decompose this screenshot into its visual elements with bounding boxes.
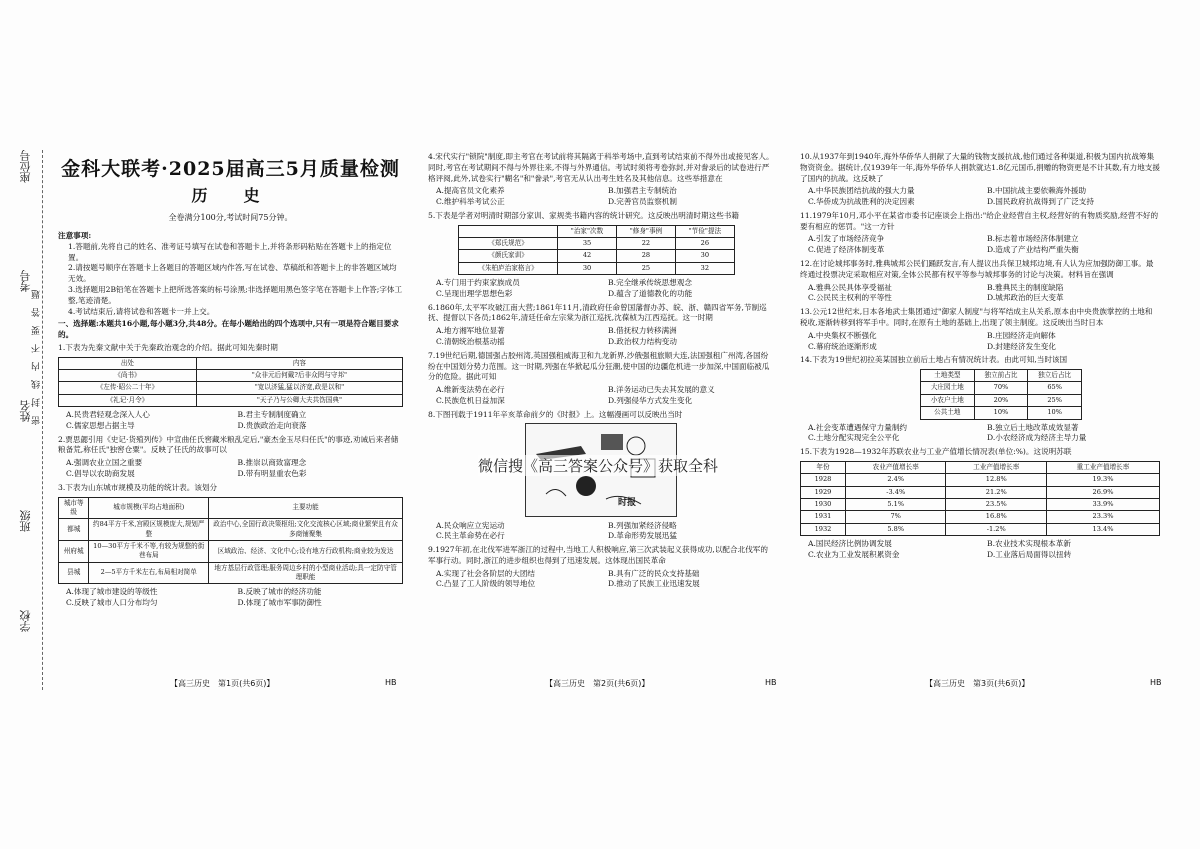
option: A.强调农业立国之重要 — [66, 458, 143, 468]
option: C.民族危机日益加深 — [436, 395, 505, 405]
option: B.反映了城市的经济功能 — [237, 587, 322, 597]
option: B.雅典民主的制度缺陷 — [987, 282, 1064, 292]
table-cell: 25 — [616, 262, 675, 274]
table-row — [459, 250, 735, 262]
option: D.城邦政治的巨大变革 — [987, 293, 1064, 303]
table-cell: 《尚书》 — [59, 370, 197, 382]
table-cell: 《郑氏规范》 — [459, 238, 558, 250]
page-3 — [800, 150, 1160, 564]
table-header: 城市等级 — [59, 497, 89, 519]
q3-options — [66, 587, 403, 609]
question-14: 14.下表为19世纪初拉美某国独立前后土地占有情况统计表。由此可知,当时该国 — [800, 355, 1068, 365]
option: A.国民经济比例协调发展 — [808, 539, 892, 548]
option: C.促进了经济体制变革 — [808, 245, 885, 255]
option: C.清朝统治根基动摇 — [436, 337, 505, 347]
option: A.雅典公民具体享受福祉 — [808, 282, 892, 292]
table-row — [59, 562, 403, 584]
table-cell: 公共土地 — [921, 407, 975, 419]
table-header: "治家"次数 — [558, 225, 617, 237]
option: D.带有明显重农色彩 — [237, 468, 307, 478]
q6-options — [436, 326, 774, 348]
option: C.呈现出理学思想色彩 — [436, 288, 513, 298]
q1-options — [66, 410, 403, 432]
table-cell: 7% — [845, 511, 946, 523]
table-cell: 28 — [616, 250, 675, 262]
table-header: 农业产值增长率 — [845, 461, 946, 473]
option: B.借抚权力转移满洲 — [608, 326, 677, 336]
q15-table — [800, 461, 1160, 536]
question-15: 15.下表为1928—1932年苏联农业与工业产值增长情况表(单位:%)。这说明苏联 — [800, 447, 1072, 457]
table-header: 独立后占比 — [1028, 370, 1082, 382]
question-7: 7.19世纪后期,德国强占胶州湾,英国强租威海卫和九龙新界,沙俄强租旅顺大连,法国强租广州湾,各国纷纷在中国划分势力范围。这一时期,列强在华掀起瓜分狂潮,使中国的边疆危机进一步加深,中国面临被瓜分的危险。据此可知 — [428, 350, 770, 382]
q4-options — [436, 186, 774, 208]
name-label: 姓名 — [19, 400, 32, 422]
table-header: 工业产值增长率 — [946, 461, 1047, 473]
q13-options — [808, 331, 1160, 353]
option: A.地方湘军地位显著 — [436, 326, 505, 336]
option: A.维新变法势在必行 — [436, 385, 505, 395]
cartoon-caption: 时报 — [617, 497, 636, 508]
exam-title: 金科大联考·2025届高三5月质量检测 — [61, 158, 400, 180]
table-cell: 都城 — [59, 519, 89, 541]
table-cell: 13.4% — [1047, 523, 1160, 535]
option: B.君主专制制度确立 — [237, 410, 307, 420]
table-cell: 州府城 — [59, 540, 89, 562]
table-cell: "天子乃与公卿大夫共饬国典" — [196, 394, 402, 406]
note-item: 1.答题前,先将自己的姓名、准考证号填写在试卷和答题卡上,并将条形码粘贴在答题卡上的指定位置。 — [68, 241, 392, 262]
page-2-code: HB — [765, 678, 777, 687]
table-cell: 32 — [675, 262, 734, 274]
question-1: 1.下表为先秦文献中关于先秦政治观念的介绍。据此可知先秦时期 — [58, 342, 278, 352]
exam-number-label: 考号 — [19, 270, 32, 292]
table-header: 土地类型 — [921, 370, 975, 382]
option: C.儒家思想占据主导 — [66, 420, 135, 430]
question-6: 6.1860年,太平军攻破江南大营;1861年11月,清政府任命曾国藩督办苏、皖、浙、赣四省军务,节制巡抚、提督以下各员;1862年,清廷任命左宗棠为浙江巡抚,沈葆桢为江西巡抚。这一时期 — [428, 302, 767, 323]
subject-title: 历 史 — [191, 185, 270, 205]
option: C.凸显了工人阶级的领导地位 — [436, 579, 536, 589]
table-cell: 约84平方千米,宫殿区规模庞大,规划严整 — [89, 519, 209, 541]
table-cell: 地方基层行政管理;服务周边乡村的小型商业活动;具一定防守管理职能 — [209, 562, 403, 584]
score-info: 全卷满分100分,考试时间75分钟。 — [168, 212, 293, 222]
option: C.公民民主权利的平等性 — [808, 293, 892, 303]
option: B.庄园经济走向解体 — [987, 330, 1056, 340]
table-row — [801, 498, 1160, 510]
note-item: 4.考试结束后,请将试卷和答题卡一并上交。 — [68, 306, 215, 316]
table-row — [459, 262, 735, 274]
option: A.提高官员文化素养 — [436, 186, 505, 196]
table-cell: 小农户土地 — [921, 394, 975, 406]
section-heading: 一、选择题:本题共16小题,每小题3分,共48分。在每小题给出的四个选项中,只有一项是符合题目要求的。 — [58, 319, 399, 340]
option: A.中央集权不断强化 — [808, 330, 877, 340]
table-row — [59, 382, 403, 394]
seat-number-label: 座位号 — [19, 150, 32, 183]
option: D.造成了产业结构严重失衡 — [987, 245, 1079, 255]
table-cell: 22 — [616, 238, 675, 250]
table-cell: 区域政治、经济、文化中心;设有地方行政机构;商业较为发达 — [209, 540, 403, 562]
page-2-footer: 【高三历史 第2页(共6页)】 — [545, 679, 650, 688]
option: D.政治权力结构变动 — [608, 337, 677, 347]
table-cell: 1932 — [801, 523, 846, 535]
q5-table — [458, 225, 735, 275]
table-cell: 20% — [974, 394, 1028, 406]
page-2 — [428, 150, 774, 593]
option: D.革命形势发展迅猛 — [608, 531, 677, 541]
table-row — [801, 511, 1160, 523]
option: C.华侨成为抗战胜利的决定因素 — [808, 197, 915, 207]
table-cell: 5.8% — [845, 523, 946, 535]
table-cell: 1931 — [801, 511, 846, 523]
option: D.封建经济发生变化 — [987, 341, 1056, 351]
q10-options — [808, 186, 1160, 208]
q1-table — [58, 357, 403, 407]
note-item: 2.请按题号顺序在答题卡上各题目的答题区域内作答,写在试卷、草稿纸和答题卡上的非答题区域均无效。 — [68, 263, 397, 284]
seal-line-text: 密 封 线 内 不 要 答 题 — [32, 290, 42, 425]
q9-options — [436, 569, 774, 591]
table-cell: 政治中心,全国行政决策枢纽;文化交流核心区域;商业繁荣且有众多商铺聚集 — [209, 519, 403, 541]
page-3-code: HB — [1150, 678, 1162, 687]
table-header — [459, 225, 558, 237]
table-cell: 26 — [675, 238, 734, 250]
option: B.列强加紧经济侵略 — [608, 520, 677, 530]
school-label: 学校 — [19, 610, 32, 632]
option: D.国民政府抗战得到了广泛支持 — [987, 197, 1094, 207]
q8-options — [436, 521, 774, 543]
option: A.中华民族团结抗战的强大力量 — [808, 186, 915, 196]
table-row — [801, 474, 1160, 486]
page-1-code: HB — [385, 678, 397, 687]
q12-options — [808, 283, 1160, 305]
table-row — [59, 519, 403, 541]
page-3-footer: 【高三历史 第3页(共6页)】 — [925, 679, 1030, 688]
option: B.完全继承传统思想观念 — [608, 278, 692, 288]
option: B.具有广泛的民众支持基础 — [608, 568, 700, 578]
table-row — [801, 486, 1160, 498]
question-4: 4.宋代实行"锁院"制度,即主考官在考试前将其隔离于科举考场中,直到考试结束前不得外出或接见客人。同时,考官在考试期间不得与外界往来,不得与外界通信。考试时须将考卷弥封,并对誊录后的试卷进行严格评阅,此外,试卷实行"糊名"和"誊录",考官无从认出考生姓名及其他信息。这些举措意在 — [428, 152, 774, 183]
table-cell: 12.8% — [946, 474, 1047, 486]
question-8: 8.下图刊载于1911年辛亥革命前夕的《时报》上。这幅漫画可以反映出当时 — [428, 409, 683, 419]
q14-table — [920, 369, 1082, 419]
table-cell: 70% — [974, 382, 1028, 394]
table-row — [921, 394, 1082, 406]
option: D.完善官员监察机制 — [608, 197, 677, 207]
option: A.民贵君轻观念深入人心 — [66, 410, 150, 420]
table-cell: 42 — [558, 250, 617, 262]
table-header: 独立前占比 — [974, 370, 1028, 382]
table-cell: 16.8% — [946, 511, 1047, 523]
table-cell: 1929 — [801, 486, 846, 498]
table-cell: 25% — [1028, 394, 1082, 406]
option: D.贵族政治走向衰落 — [237, 420, 307, 430]
question-2: 2.贾思勰引用《史记·货殖列传》中宣曲任氏窖藏米粮乱定后,"豪杰金玉尽归任氏"的事迹,劝诫后来者储粮备荒,称任氏"独窖仓粟"。反映了任氏的故事可以 — [58, 434, 399, 455]
option: D.列强侵华方式发生变化 — [608, 395, 693, 405]
table-cell: 10—30平方千米不等,有较为规整的街巷布局 — [89, 540, 209, 562]
table-cell: 30 — [558, 262, 617, 274]
question-5: 5.下表是学者对明清时期部分家训、家规类书籍内容的统计研究。这反映出明清时期这些书籍 — [428, 210, 739, 220]
option: C.反映了城市人口分布均匀 — [66, 598, 158, 608]
option: A.民众响应立宪运动 — [436, 520, 505, 530]
table-cell: 19.3% — [1047, 474, 1160, 486]
option: B.洋务运动已失去其发展的意义 — [608, 385, 715, 395]
option: A.引发了市场经济竞争 — [808, 234, 885, 244]
table-header: 城市规模(平均占地面积) — [89, 497, 209, 519]
q7-options — [436, 385, 774, 407]
table-header: 年份 — [801, 461, 846, 473]
option: D.小农经济成为经济主导力量 — [987, 433, 1087, 443]
binding-margin — [8, 150, 43, 690]
table-row — [459, 238, 735, 250]
table-row — [801, 523, 1160, 535]
table-header: "修身"事例 — [616, 225, 675, 237]
table-row — [59, 540, 403, 562]
table-cell: 《颜氏家训》 — [459, 250, 558, 262]
question-11: 11.1979年10月,邓小平在某省市委书记座谈会上指出:"给企业经营自主权,经营好的有物质奖励,经营不好的要有相应的惩罚。"这一方针 — [800, 210, 1159, 231]
table-cell: 26.9% — [1047, 486, 1160, 498]
option: B.中国抗战主要依赖海外援助 — [987, 186, 1087, 196]
table-header: 内容 — [196, 357, 402, 369]
option: D.工业落后局面得以扭转 — [987, 549, 1072, 559]
question-9: 9.1927年初,在北伐军进军浙江的过程中,当地工人积极响应,第三次武装起义获得成功,以配合北伐军的军事行动。同时,浙江的进步组织也得到了迅速发展。这体现出国民革命 — [428, 545, 768, 565]
q3-table — [58, 497, 403, 585]
table-cell: 《左传·昭公二十年》 — [59, 382, 197, 394]
q2-options — [66, 458, 403, 480]
option: B.推崇以商致富理念 — [237, 458, 307, 468]
page-1 — [58, 150, 403, 612]
option: D.蕴含了道德教化的功能 — [608, 288, 693, 298]
q14-options — [808, 423, 1160, 445]
table-cell: 21.2% — [946, 486, 1047, 498]
table-cell: "宽以济猛,猛以济宽,政是以和" — [196, 382, 402, 394]
option: C.维护科举考试公正 — [436, 197, 505, 207]
q5-options — [436, 278, 774, 300]
option: B.加强君主专制统治 — [608, 186, 677, 196]
option: A.社会变革遭遇保守力量制约 — [808, 422, 908, 432]
option: A.实现了社会各阶层的大团结 — [436, 568, 536, 578]
option: B.独立后土地改革成效显著 — [987, 422, 1079, 432]
table-cell: "众非元后何戴?后非众罔与守邦" — [196, 370, 402, 382]
table-header: "节俭"提法 — [675, 225, 734, 237]
table-cell: 《礼记·月令》 — [59, 394, 197, 406]
table-cell: 33.9% — [1047, 498, 1160, 510]
option: A.体现了城市建设的等级性 — [66, 587, 158, 597]
q15-options — [808, 539, 1160, 561]
table-cell: 2.4% — [845, 474, 946, 486]
table-cell: -3.4% — [845, 486, 946, 498]
table-header: 重工业产值增长率 — [1047, 461, 1160, 473]
question-12: 12.在讨论城邦事务时,雅典城邦公民们踊跃发言,有人提议出兵保卫城邦边境,有人认为应加强防御工事。最终通过投票决定采取相应对策,全体公民都有权平等参与城邦事务的讨论与决策。材料旨在强调 — [800, 259, 1154, 279]
table-cell: 县城 — [59, 562, 89, 584]
q11-options — [808, 234, 1160, 256]
table-cell: 1930 — [801, 498, 846, 510]
table-row — [921, 407, 1082, 419]
table-header: 主要功能 — [209, 497, 403, 519]
class-label: 班级 — [19, 510, 32, 532]
watermark-text: 微信搜《高三答案公众号》获取全科 — [478, 457, 719, 475]
option: C.农业为工业发展积累资金 — [808, 549, 900, 559]
table-cell: 1928 — [801, 474, 846, 486]
table-cell: 30 — [675, 250, 734, 262]
table-cell: 23.3% — [1047, 511, 1160, 523]
table-cell: 35 — [558, 238, 617, 250]
option: C.民主革命势在必行 — [436, 531, 505, 541]
option: C.幕府统治逐渐形成 — [808, 341, 877, 351]
table-cell: 《朱柏庐治家格言》 — [459, 262, 558, 274]
notes-heading: 注意事项: — [58, 231, 92, 241]
table-cell: 23.5% — [946, 498, 1047, 510]
option: C.倡导以农助商发展 — [66, 468, 135, 478]
table-header: 出处 — [59, 357, 197, 369]
question-13: 13.公元12世纪末,日本各地武士集团通过"御家人制度"与将军结成主从关系,原本由中央贵族掌控的土地和税收,逐渐转移到将军手中。同时,在原有土地的基础上,出现了领主制度。这反映出当时日本 — [800, 307, 1153, 327]
table-cell: 5.1% — [845, 498, 946, 510]
option: C.土地分配实现完全公平化 — [808, 433, 900, 443]
option: B.标志着市场经济体制建立 — [987, 234, 1079, 244]
table-cell: 2—5平方千米左右,布局相对简单 — [89, 562, 209, 584]
table-cell: 10% — [1028, 407, 1082, 419]
table-cell: 65% — [1028, 382, 1082, 394]
question-3: 3.下表为山东城市规模及功能的统计表。该划分 — [58, 482, 218, 492]
table-row — [921, 382, 1082, 394]
option: D.体现了城市军事防御性 — [237, 598, 322, 608]
table-cell: -1.2% — [946, 523, 1047, 535]
option: D.推动了民族工业迅速发展 — [608, 579, 700, 589]
question-10: 10.从1937年到1940年,海外华侨华人捐献了大量的钱物支援抗战,他们通过各种渠道,积极为国内抗战筹集物资资金。据统计,仅1939年一年,海外华侨华人捐款就达1.8亿元国币,捐赠的物资更是不计其数,有力地支援了国内的抗战。这反映了 — [800, 152, 1160, 183]
page-1-footer: 【高三历史 第1页(共6页)】 — [170, 679, 275, 688]
option: B.农业技术实现根本革新 — [987, 539, 1071, 548]
note-item: 3.选择题用2B铅笔在答题卡上把所选答案的标号涂黑;非选择题用黑色签字笔在答题卡上作答;字体工整,笔迹清楚。 — [68, 284, 403, 305]
table-row — [59, 394, 403, 406]
table-row — [59, 370, 403, 382]
table-cell: 10% — [974, 407, 1028, 419]
option: A.专门用于约束家族成员 — [436, 278, 520, 288]
table-cell: 大庄园土地 — [921, 382, 975, 394]
